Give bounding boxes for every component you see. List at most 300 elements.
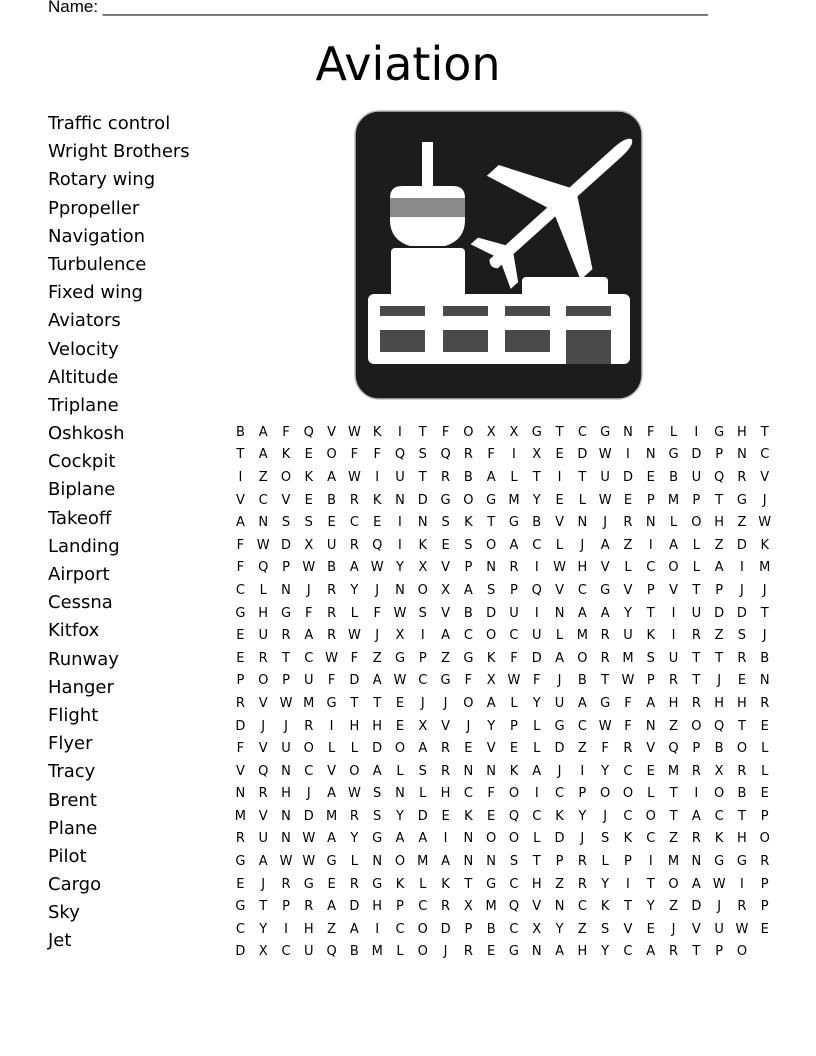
grid-letter[interactable]: W [598,492,612,508]
grid-letter[interactable]: E [646,921,655,937]
grid-letter[interactable]: X [714,763,724,779]
grid-letter[interactable]: F [305,605,313,621]
grid-letter[interactable]: Z [327,921,337,937]
grid-letter[interactable]: O [645,808,656,824]
grid-letter[interactable]: X [395,628,405,644]
grid-letter[interactable]: C [577,718,587,734]
grid-letter[interactable]: B [327,492,337,508]
grid-letter[interactable]: W [553,560,566,576]
grid-letter[interactable]: N [486,560,497,576]
grid-letter[interactable]: B [463,469,473,485]
grid-letter[interactable]: A [258,447,268,463]
grid-letter[interactable]: R [577,854,587,870]
grid-letter[interactable]: V [555,582,564,598]
grid-letter[interactable]: I [671,628,676,644]
grid-letter[interactable]: A [258,854,268,870]
grid-letter[interactable]: T [259,899,268,915]
grid-letter[interactable]: H [303,921,314,937]
grid-letter[interactable]: E [327,876,336,892]
grid-letter[interactable]: M [325,808,338,824]
grid-letter[interactable]: O [508,786,520,802]
grid-letter[interactable]: N [235,786,246,802]
grid-letter[interactable]: G [714,854,725,870]
grid-letter[interactable]: N [645,447,656,463]
grid-letter[interactable]: U [258,628,268,644]
grid-letter[interactable]: A [486,695,496,711]
grid-letter[interactable]: G [486,876,497,892]
grid-letter[interactable]: Z [577,921,587,937]
grid-letter[interactable]: N [623,424,633,440]
grid-letter[interactable]: C [532,537,542,553]
grid-letter[interactable]: N [463,854,474,870]
grid-letter[interactable]: C [509,628,519,644]
grid-letter[interactable]: M [485,899,497,915]
grid-letter[interactable]: U [304,944,314,960]
grid-letter[interactable]: L [510,469,518,485]
grid-letter[interactable]: L [624,560,632,576]
grid-letter[interactable]: F [533,673,541,689]
grid-letter[interactable]: D [554,831,565,847]
grid-letter[interactable]: A [327,899,337,915]
grid-letter[interactable]: E [441,808,450,824]
grid-letter[interactable]: I [671,605,676,621]
grid-letter[interactable]: Y [532,695,541,711]
grid-letter[interactable]: M [667,492,680,508]
grid-letter[interactable]: Z [258,469,268,485]
grid-letter[interactable]: Z [669,718,678,734]
grid-letter[interactable]: V [623,582,633,598]
grid-letter[interactable]: S [418,763,427,779]
grid-letter[interactable]: H [440,786,451,802]
grid-letter[interactable]: O [668,876,679,892]
grid-letter[interactable]: L [761,741,769,757]
grid-letter[interactable]: O [714,786,725,802]
grid-letter[interactable]: T [760,605,769,621]
grid-letter[interactable]: H [577,944,588,960]
grid-letter[interactable]: V [441,560,451,576]
grid-letter[interactable]: G [440,492,451,508]
grid-letter[interactable]: G [440,673,451,689]
grid-letter[interactable]: B [669,469,678,485]
grid-letter[interactable]: D [372,741,383,757]
grid-letter[interactable]: F [441,424,450,440]
grid-letter[interactable]: A [600,605,610,621]
grid-letter[interactable]: W [347,786,361,802]
grid-letter[interactable]: R [600,628,610,644]
grid-letter[interactable]: P [692,492,701,508]
grid-letter[interactable]: O [736,944,748,960]
grid-letter[interactable]: C [258,492,268,508]
grid-letter[interactable]: P [464,921,473,937]
grid-letter[interactable]: W [302,831,316,847]
grid-letter[interactable]: O [463,492,474,508]
grid-letter[interactable]: F [373,605,381,621]
grid-letter[interactable]: W [758,515,772,531]
grid-letter[interactable]: R [349,808,359,824]
grid-letter[interactable]: M [759,560,771,576]
grid-letter[interactable]: J [306,786,311,802]
grid-letter[interactable]: R [281,876,291,892]
grid-letter[interactable]: N [281,582,291,598]
grid-letter[interactable]: E [487,808,496,824]
grid-letter[interactable]: O [280,469,292,485]
grid-letter[interactable]: E [304,447,313,463]
grid-letter[interactable]: G [326,695,337,711]
grid-letter[interactable]: L [419,876,427,892]
grid-letter[interactable]: B [349,944,359,960]
grid-letter[interactable]: A [577,605,587,621]
grid-letter[interactable]: R [623,741,633,757]
grid-letter[interactable]: R [737,650,747,666]
grid-letter[interactable]: F [350,447,359,463]
grid-letter[interactable]: Y [646,899,655,915]
grid-letter[interactable]: D [349,899,360,915]
grid-letter[interactable]: K [600,899,610,915]
grid-letter[interactable]: X [486,673,496,689]
grid-letter[interactable]: O [622,786,634,802]
grid-letter[interactable]: R [304,899,314,915]
grid-letter[interactable]: Y [396,560,404,576]
grid-letter[interactable]: C [418,899,428,915]
grid-letter[interactable]: M [417,854,429,870]
grid-letter[interactable]: E [236,650,245,666]
grid-letter[interactable]: T [282,650,290,666]
grid-letter[interactable]: A [486,469,496,485]
grid-letter[interactable]: R [691,763,701,779]
grid-letter[interactable]: W [347,628,361,644]
grid-letter[interactable]: N [737,447,747,463]
grid-letter[interactable]: D [622,469,633,485]
grid-letter[interactable]: E [395,695,405,711]
grid-letter[interactable]: H [349,718,360,734]
grid-letter[interactable]: S [646,650,655,666]
grid-letter[interactable]: G [600,424,611,440]
grid-letter[interactable]: Y [350,831,359,847]
grid-letter[interactable]: Y [623,605,632,621]
grid-letter[interactable]: R [304,718,314,734]
grid-letter[interactable]: Y [396,808,404,824]
grid-letter[interactable]: I [648,854,653,870]
grid-letter[interactable]: F [647,424,655,440]
grid-letter[interactable]: J [603,808,608,824]
grid-letter[interactable]: T [646,876,655,892]
grid-letter[interactable]: Q [303,424,314,440]
grid-letter[interactable]: L [692,537,700,553]
grid-letter[interactable]: Y [350,582,359,598]
grid-letter[interactable]: I [626,447,630,463]
grid-letter[interactable]: J [557,763,562,779]
grid-letter[interactable]: K [372,492,382,508]
grid-letter[interactable]: Z [737,515,747,531]
grid-letter[interactable]: M [576,628,588,644]
grid-letter[interactable]: Q [531,582,542,598]
grid-letter[interactable]: E [737,673,747,689]
grid-letter[interactable]: R [281,628,291,644]
grid-letter[interactable]: A [349,921,359,937]
grid-letter[interactable]: R [235,695,245,711]
grid-letter[interactable]: R [600,650,610,666]
grid-letter[interactable]: R [463,944,473,960]
grid-letter[interactable]: H [714,515,725,531]
grid-letter[interactable]: I [238,469,243,485]
grid-letter[interactable]: T [760,424,769,440]
grid-letter[interactable]: L [533,741,541,757]
grid-letter[interactable]: W [325,650,339,666]
grid-letter[interactable]: Z [577,741,587,757]
grid-letter[interactable]: G [372,831,383,847]
grid-letter[interactable]: X [486,424,496,440]
grid-letter[interactable]: G [303,876,314,892]
grid-letter[interactable]: D [235,718,246,734]
grid-letter[interactable]: L [396,944,404,960]
grid-letter[interactable]: P [646,582,655,598]
grid-letter[interactable]: X [258,944,268,960]
grid-letter[interactable]: P [760,808,769,824]
grid-letter[interactable]: D [691,447,702,463]
grid-letter[interactable]: U [258,831,268,847]
grid-letter[interactable]: E [395,718,405,734]
grid-letter[interactable]: U [326,537,337,553]
grid-letter[interactable]: L [647,786,655,802]
grid-letter[interactable]: E [304,492,313,508]
grid-letter[interactable]: A [327,469,337,485]
grid-letter[interactable]: D [235,944,246,960]
grid-letter[interactable]: Q [326,944,337,960]
grid-letter[interactable]: O [394,741,406,757]
grid-letter[interactable]: Y [601,944,610,960]
grid-letter[interactable]: L [555,537,564,553]
grid-letter[interactable]: P [646,492,655,508]
grid-letter[interactable]: J [375,582,380,598]
grid-letter[interactable]: R [760,695,770,711]
grid-letter[interactable]: M [508,492,520,508]
grid-letter[interactable]: X [509,424,519,440]
grid-letter[interactable]: M [622,650,634,666]
grid-letter[interactable]: L [510,695,518,711]
grid-letter[interactable]: C [349,515,359,531]
grid-letter[interactable]: D [417,492,428,508]
grid-letter[interactable]: Q [508,808,520,824]
grid-letter[interactable]: I [534,605,539,621]
grid-letter[interactable]: T [692,650,701,666]
grid-letter[interactable]: G [326,854,337,870]
grid-letter[interactable]: N [645,515,656,531]
grid-letter[interactable]: I [284,921,288,937]
grid-letter[interactable]: A [691,808,701,824]
grid-letter[interactable]: I [329,718,334,734]
grid-letter[interactable]: U [668,650,679,666]
grid-letter[interactable]: E [623,492,633,508]
grid-letter[interactable]: I [534,786,539,802]
grid-letter[interactable]: A [372,763,382,779]
grid-letter[interactable]: H [737,695,747,711]
grid-letter[interactable]: N [372,854,383,870]
grid-letter[interactable]: A [418,831,428,847]
grid-letter[interactable]: O [486,537,497,553]
grid-letter[interactable]: O [486,628,497,644]
grid-letter[interactable]: N [463,763,474,779]
grid-letter[interactable]: R [737,899,747,915]
grid-letter[interactable]: P [624,854,632,870]
grid-letter[interactable]: G [463,650,474,666]
grid-letter[interactable]: C [304,650,314,666]
grid-letter[interactable]: P [396,899,404,915]
grid-letter[interactable]: W [279,695,293,711]
grid-letter[interactable]: K [372,424,382,440]
grid-letter[interactable]: R [463,447,473,463]
grid-letter[interactable]: G [280,605,292,621]
grid-letter[interactable]: R [441,741,451,757]
grid-letter[interactable]: S [373,786,382,802]
grid-letter[interactable]: U [714,921,724,937]
grid-letter[interactable]: R [327,582,337,598]
grid-letter[interactable]: Q [668,741,679,757]
grid-letter[interactable]: U [623,628,633,644]
grid-letter[interactable]: T [715,650,724,666]
grid-letter[interactable]: J [261,876,266,892]
grid-letter[interactable]: I [557,469,562,485]
grid-letter[interactable]: W [347,424,361,440]
grid-letter[interactable]: C [235,921,245,937]
grid-letter[interactable]: Y [578,808,587,824]
grid-letter[interactable]: R [577,876,587,892]
grid-letter[interactable]: I [375,921,380,937]
grid-letter[interactable]: V [441,605,451,621]
grid-letter[interactable]: S [464,537,473,553]
grid-letter[interactable]: V [281,492,291,508]
grid-letter[interactable]: K [304,469,314,485]
grid-letter[interactable]: V [646,741,656,757]
grid-letter[interactable]: E [236,628,245,644]
grid-letter[interactable]: G [600,695,611,711]
grid-letter[interactable]: V [555,515,564,531]
grid-letter[interactable]: U [691,469,702,485]
grid-letter[interactable]: F [487,447,495,463]
grid-letter[interactable]: T [350,695,359,711]
grid-letter[interactable]: G [394,650,406,666]
grid-letter[interactable]: W [279,854,293,870]
grid-letter[interactable]: S [601,921,610,937]
grid-letter[interactable]: D [691,899,702,915]
grid-letter[interactable]: C [304,763,314,779]
grid-letter[interactable]: P [510,718,518,734]
grid-letter[interactable]: Z [669,831,678,847]
grid-letter[interactable]: N [486,854,497,870]
grid-letter[interactable]: K [509,763,519,779]
grid-letter[interactable]: U [600,469,610,485]
grid-letter[interactable]: W [712,876,726,892]
grid-letter[interactable]: C [509,876,519,892]
grid-letter[interactable]: H [668,695,679,711]
grid-letter[interactable]: D [736,537,747,553]
grid-letter[interactable]: T [578,469,587,485]
grid-letter[interactable]: V [623,921,633,937]
grid-letter[interactable]: N [759,673,770,689]
grid-letter[interactable]: O [463,695,474,711]
grid-letter[interactable]: C [623,763,633,779]
grid-letter[interactable]: L [761,763,769,779]
grid-letter[interactable]: F [236,560,245,576]
grid-letter[interactable]: L [692,560,700,576]
grid-letter[interactable]: J [443,944,448,960]
grid-letter[interactable]: I [694,786,699,802]
grid-letter[interactable]: A [600,537,610,553]
grid-letter[interactable]: C [577,424,587,440]
grid-letter[interactable]: I [375,469,380,485]
grid-letter[interactable]: W [302,854,316,870]
grid-letter[interactable]: N [486,763,497,779]
grid-letter[interactable]: T [737,718,746,734]
grid-letter[interactable]: O [577,650,588,666]
grid-letter[interactable]: P [418,650,427,666]
grid-letter[interactable]: C [418,673,428,689]
grid-letter[interactable]: O [486,831,497,847]
grid-letter[interactable]: T [236,447,245,463]
grid-letter[interactable]: W [598,718,612,734]
grid-letter[interactable]: T [669,786,678,802]
grid-letter[interactable]: D [486,605,497,621]
grid-letter[interactable]: X [532,921,542,937]
grid-letter[interactable]: H [737,424,747,440]
grid-letter[interactable]: O [691,515,702,531]
grid-letter[interactable]: W [302,560,316,576]
grid-letter[interactable]: A [532,763,542,779]
grid-letter[interactable]: D [554,741,565,757]
grid-letter[interactable]: G [508,515,519,531]
grid-letter[interactable]: C [555,786,565,802]
grid-letter[interactable]: L [350,854,358,870]
grid-letter[interactable]: O [600,786,611,802]
grid-letter[interactable]: Z [555,876,564,892]
grid-letter[interactable]: M [371,944,383,960]
grid-letter[interactable]: Q [258,763,269,779]
grid-letter[interactable]: L [669,424,678,440]
grid-letter[interactable]: R [258,786,268,802]
grid-letter[interactable]: J [375,628,380,644]
grid-letter[interactable]: S [737,628,747,644]
grid-letter[interactable]: E [646,763,655,779]
grid-letter[interactable]: N [281,763,291,779]
grid-letter[interactable]: D [349,673,360,689]
grid-letter[interactable]: V [486,741,496,757]
grid-letter[interactable]: D [714,605,725,621]
grid-letter[interactable]: N [691,854,702,870]
grid-letter[interactable]: T [555,424,564,440]
grid-letter[interactable]: H [737,831,747,847]
grid-letter[interactable]: K [281,447,291,463]
grid-letter[interactable]: O [759,831,770,847]
grid-letter[interactable]: L [396,763,404,779]
grid-letter[interactable]: W [256,537,270,553]
grid-letter[interactable]: N [645,718,656,734]
grid-letter[interactable]: L [555,628,564,644]
grid-letter[interactable]: I [398,424,402,440]
grid-letter[interactable]: T [715,492,724,508]
grid-letter[interactable]: E [464,741,473,757]
grid-letter[interactable]: K [418,537,428,553]
grid-letter[interactable]: A [441,854,451,870]
grid-letter[interactable]: C [395,921,405,937]
grid-letter[interactable]: G [235,854,246,870]
grid-letter[interactable]: F [510,650,518,666]
grid-letter[interactable]: P [715,447,724,463]
grid-letter[interactable]: Z [714,537,724,553]
grid-letter[interactable]: G [554,718,565,734]
grid-letter[interactable]: J [762,492,767,508]
grid-letter[interactable]: V [327,763,337,779]
grid-letter[interactable]: V [691,921,701,937]
grid-letter[interactable]: Q [714,469,725,485]
